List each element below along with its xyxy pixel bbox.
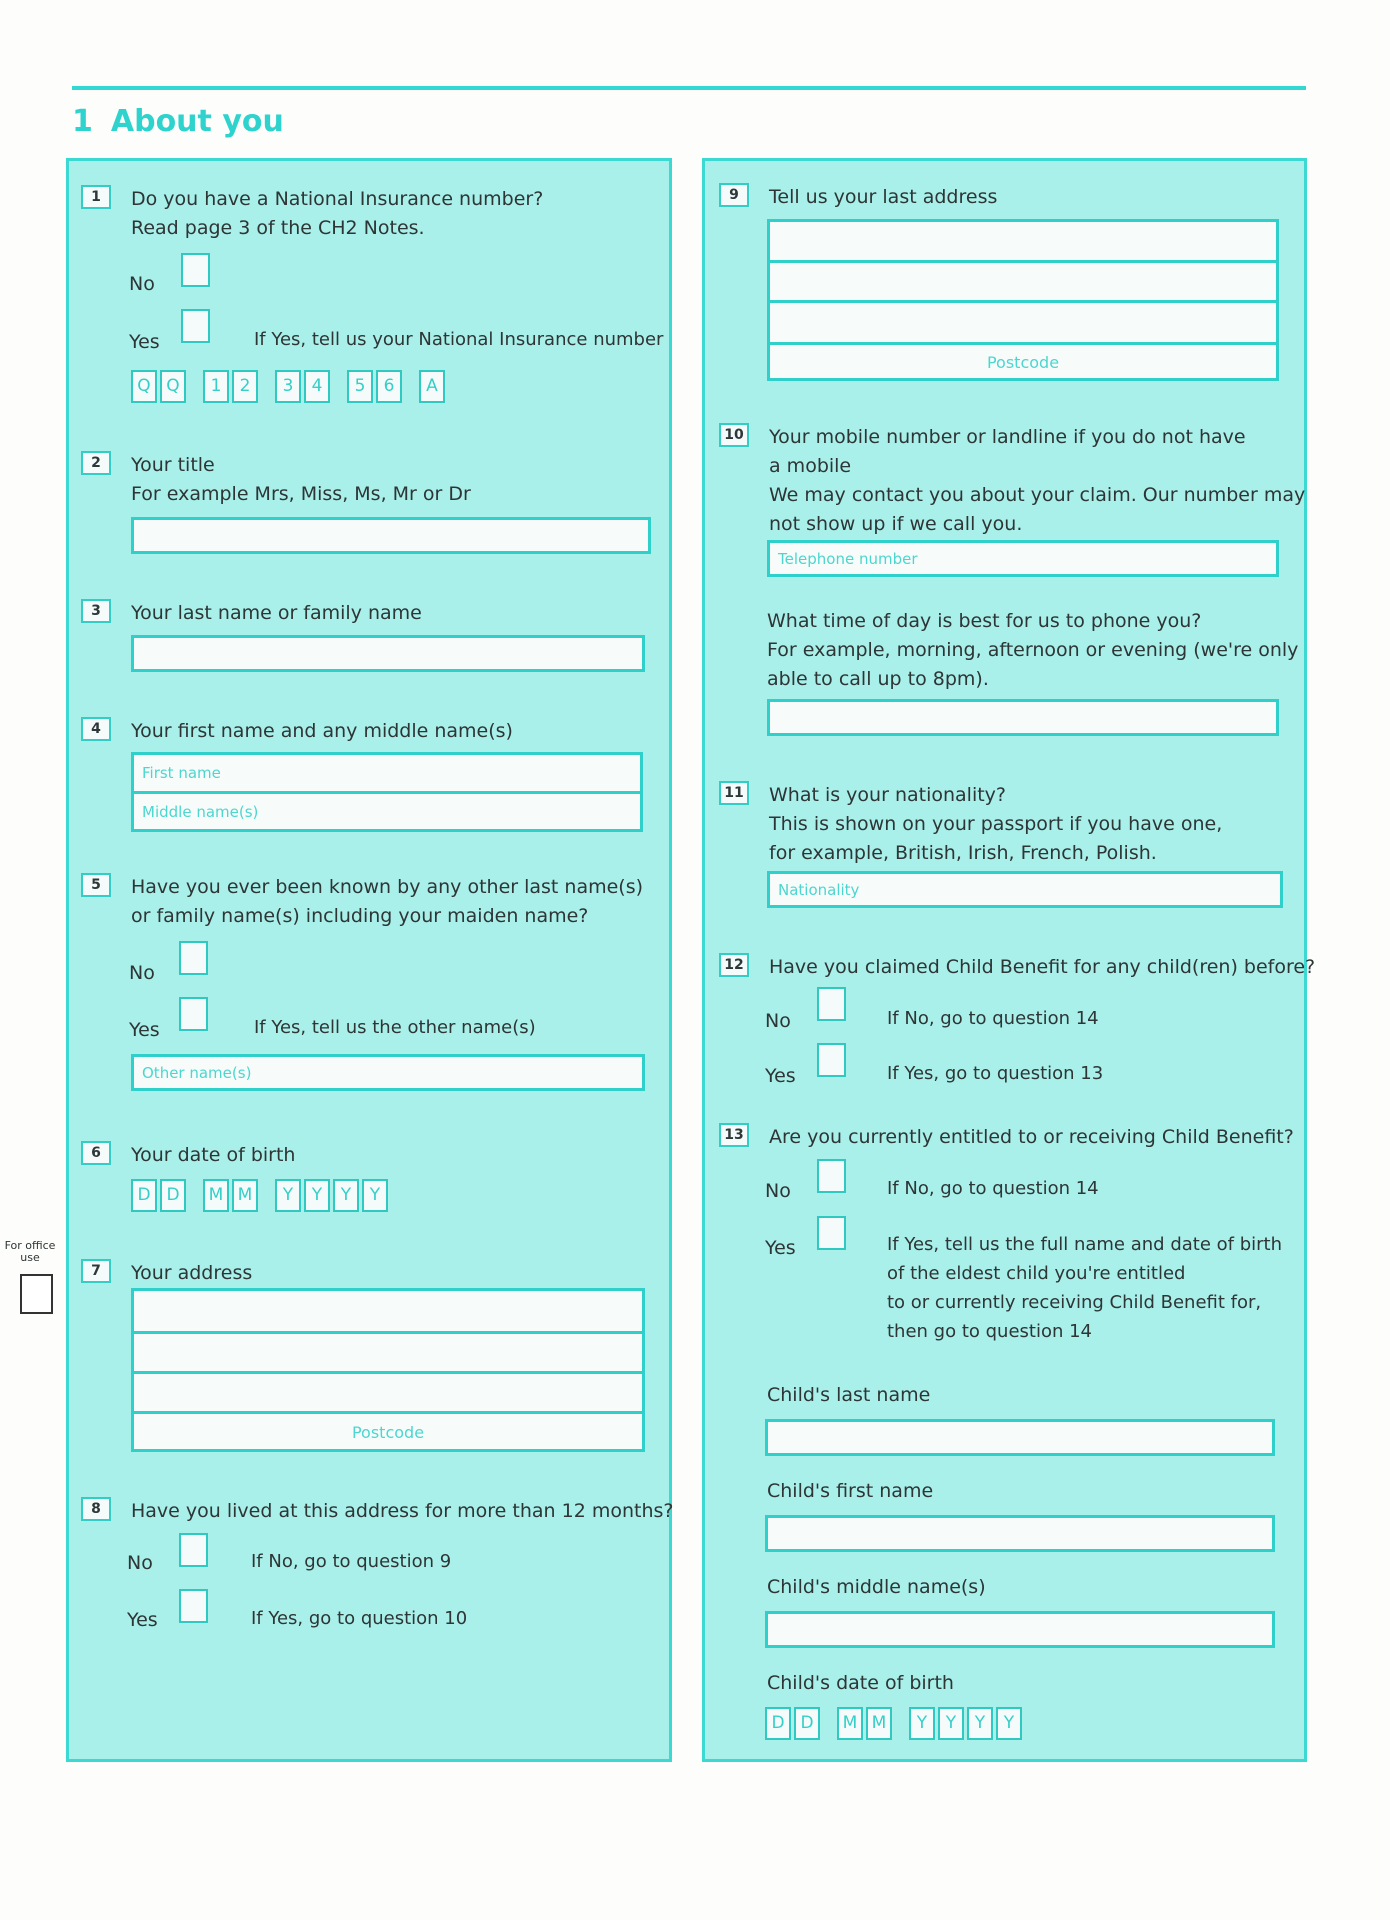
dob-cell[interactable]: M (232, 1179, 258, 1212)
ni-cell[interactable]: 5 (347, 370, 373, 403)
child-dob-cell[interactable]: Y (967, 1707, 993, 1740)
ni-cell[interactable]: 6 (376, 370, 402, 403)
child-dob-cell[interactable]: M (837, 1707, 863, 1740)
question-text (769, 781, 1222, 868)
q13-yes-note2: of the eldest child you're entitled (887, 1263, 1186, 1284)
question-text (131, 873, 643, 931)
question-text (131, 451, 471, 509)
question-number: 7 (81, 1259, 111, 1283)
right-panel (702, 158, 1316, 1762)
office-use-label: For office use (4, 1239, 56, 1264)
q5-text2: or family name(s) including your maiden name? (131, 905, 589, 927)
q8-no-checkbox[interactable] (179, 1533, 208, 1567)
question-number: 2 (81, 451, 111, 475)
ni-number-cells (131, 370, 448, 403)
q13-yes-label: Yes (765, 1237, 796, 1259)
ni-cell[interactable]: A (419, 370, 445, 403)
question-number: 11 (719, 781, 749, 805)
question-text (769, 423, 1305, 539)
q1-no-checkbox[interactable] (181, 253, 210, 287)
dob-cell[interactable]: Y (362, 1179, 388, 1212)
q13-text: Are you currently entitled to or receiving Child Benefit? (769, 1126, 1294, 1148)
first-middle-name-field[interactable] (131, 752, 643, 832)
child-first-name-field[interactable] (765, 1515, 1275, 1552)
q13-yes-note1: If Yes, tell us the full name and date of birth (887, 1234, 1282, 1255)
q1-yes-checkbox[interactable] (181, 309, 210, 343)
question-number: 8 (81, 1497, 111, 1521)
section-title (72, 104, 284, 139)
q13-yes-note3: to or currently receiving Child Benefit for, (887, 1292, 1262, 1313)
q5-yes-label: Yes (129, 1019, 160, 1041)
header-rule (72, 86, 1306, 90)
q10-hint2: not show up if we call you. (769, 513, 1023, 535)
q8-yes-note: If Yes, go to question 10 (251, 1608, 468, 1629)
dob-cell[interactable]: D (160, 1179, 186, 1212)
q1-hint: Read page 3 of the CH2 Notes. (131, 217, 425, 239)
q12-no-label: No (765, 1010, 791, 1032)
dob-cell[interactable]: Y (275, 1179, 301, 1212)
question-number: 6 (81, 1141, 111, 1165)
q10-text2: a mobile (769, 455, 852, 477)
q13-no-note: If No, go to question 14 (887, 1178, 1099, 1199)
question-number: 4 (81, 717, 111, 741)
last-address-postcode-placeholder: Postcode (986, 353, 1060, 372)
question-text (131, 185, 543, 243)
q1-text: Do you have a National Insurance number? (131, 188, 544, 210)
child-last-name-field[interactable] (765, 1419, 1275, 1456)
dob-cell[interactable]: Y (304, 1179, 330, 1212)
question-number: 12 (719, 953, 749, 977)
q10-time-hint2: able to call up to 8pm). (767, 668, 989, 690)
child-dob-cells (765, 1707, 1025, 1740)
child-dob-label: Child's date of birth (767, 1672, 954, 1694)
child-dob-cell[interactable]: D (765, 1707, 791, 1740)
q11-hint: This is shown on your passport if you have one, (769, 813, 1223, 835)
q5-yes-note: If Yes, tell us the other name(s) (254, 1017, 536, 1038)
q5-yes-checkbox[interactable] (179, 997, 208, 1031)
q11-text: What is your nationality? (769, 784, 1006, 806)
child-first-name-label: Child's first name (767, 1480, 934, 1502)
question-number: 9 (719, 183, 749, 207)
section-title-text: About you (110, 104, 284, 139)
ni-cell[interactable]: 3 (275, 370, 301, 403)
q10-time-hint: For example, morning, afternoon or evening (we're only (767, 639, 1299, 661)
child-dob-cell[interactable]: Y (938, 1707, 964, 1740)
office-use-checkbox[interactable] (20, 1274, 53, 1314)
dob-cell[interactable]: D (131, 1179, 157, 1212)
q13-no-checkbox[interactable] (817, 1159, 846, 1193)
last-address-field[interactable] (767, 219, 1279, 381)
question-number: 1 (81, 185, 111, 209)
child-middle-name-field[interactable] (765, 1611, 1275, 1648)
child-last-name-label: Child's last name (767, 1384, 931, 1406)
q12-text: Have you claimed Child Benefit for any child(ren) before? (769, 956, 1316, 978)
best-time-field[interactable] (767, 699, 1279, 736)
q12-no-note: If No, go to question 14 (887, 1008, 1099, 1029)
child-dob-cell[interactable]: Y (996, 1707, 1022, 1740)
child-dob-cell[interactable]: Y (909, 1707, 935, 1740)
dob-cells (131, 1179, 391, 1212)
q5-text: Have you ever been known by any other last name(s) (131, 876, 644, 898)
q13-yes-checkbox[interactable] (817, 1216, 846, 1250)
ni-cell[interactable]: 2 (232, 370, 258, 403)
child-dob-cell[interactable]: M (866, 1707, 892, 1740)
question-number: 5 (81, 873, 111, 897)
dob-cell[interactable]: Y (333, 1179, 359, 1212)
q2-text: Your title (131, 454, 215, 476)
q10-hint: We may contact you about your claim. Our number may (769, 484, 1306, 506)
best-time-text (767, 607, 1298, 694)
q13-yes-note (887, 1230, 1282, 1346)
child-dob-cell[interactable]: D (794, 1707, 820, 1740)
q8-yes-checkbox[interactable] (179, 1589, 208, 1623)
section-number: 1 (72, 104, 93, 139)
q11-hint2: for example, British, Irish, French, Polish. (769, 842, 1157, 864)
q2-hint: For example Mrs, Miss, Ms, Mr or Dr (131, 483, 471, 505)
q12-yes-checkbox[interactable] (817, 1043, 846, 1077)
child-middle-name-label: Child's middle name(s) (767, 1576, 986, 1598)
q3-text: Your last name or family name (131, 602, 422, 624)
ni-cell[interactable]: Q (160, 370, 186, 403)
q6-text: Your date of birth (131, 1144, 296, 1166)
q1-no-label: No (129, 273, 155, 295)
question-number: 13 (719, 1123, 749, 1147)
dob-cell[interactable]: M (203, 1179, 229, 1212)
title-field[interactable] (131, 517, 651, 554)
q8-no-label: No (127, 1552, 153, 1574)
middle-name-placeholder: Middle name(s) (142, 803, 259, 821)
q8-yes-label: Yes (127, 1609, 158, 1631)
q4-text: Your first name and any middle name(s) (131, 720, 513, 742)
q10-time-text: What time of day is best for us to phone you? (767, 610, 1202, 632)
telephone-field[interactable]: Telephone number (767, 540, 1279, 577)
ni-cell[interactable]: Q (131, 370, 157, 403)
q12-yes-note: If Yes, go to question 13 (887, 1063, 1104, 1084)
q8-no-note: If No, go to question 9 (251, 1551, 452, 1572)
q9-text: Tell us your last address (769, 186, 998, 208)
ni-cell[interactable]: 1 (203, 370, 229, 403)
q10-text: Your mobile number or landline if you do not have (769, 426, 1246, 448)
q5-no-label: No (129, 962, 155, 984)
q7-text: Your address (131, 1262, 253, 1284)
address-postcode-placeholder: Postcode (351, 1423, 425, 1442)
address-field[interactable] (131, 1288, 645, 1452)
other-names-field[interactable]: Other name(s) (131, 1054, 645, 1091)
last-name-field[interactable] (131, 635, 645, 672)
question-number: 10 (719, 423, 749, 447)
first-name-placeholder: First name (142, 764, 221, 782)
q12-no-checkbox[interactable] (817, 987, 846, 1021)
ni-cell[interactable]: 4 (304, 370, 330, 403)
q13-no-label: No (765, 1180, 791, 1202)
q1-yes-note: If Yes, tell us your National Insurance number (254, 329, 664, 350)
question-number: 3 (81, 599, 111, 623)
q5-no-checkbox[interactable] (179, 941, 208, 975)
left-panel (66, 158, 672, 1762)
q13-yes-note4: then go to question 14 (887, 1321, 1093, 1342)
nationality-field[interactable]: Nationality (767, 871, 1283, 908)
q8-text: Have you lived at this address for more than 12 months? (131, 1500, 674, 1522)
q12-yes-label: Yes (765, 1065, 796, 1087)
q1-yes-label: Yes (129, 331, 160, 353)
